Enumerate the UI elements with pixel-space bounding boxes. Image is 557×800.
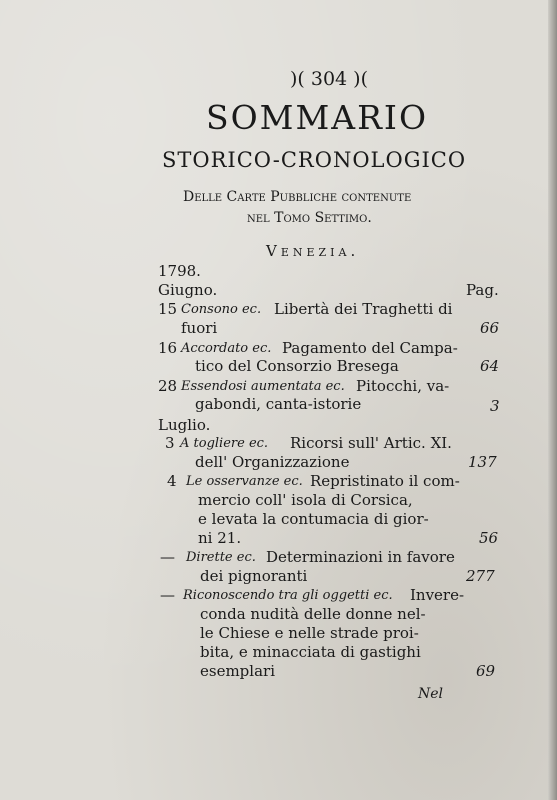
entry-page: 69	[476, 662, 496, 680]
year-heading: 1798.	[158, 262, 201, 280]
entry-day: 16	[158, 339, 178, 357]
entry-line: Repristinato il com-	[310, 472, 460, 490]
entry-day: 3	[165, 434, 175, 452]
entry-line: dei pignoranti	[200, 567, 308, 585]
entry-incipit: Dirette ec.	[186, 550, 256, 565]
entry-incipit: Riconoscendo tra gli oggetti ec.	[183, 588, 393, 603]
page-title: SOMMARIO	[206, 98, 429, 137]
entry-day: —	[160, 586, 175, 604]
entry-line: gabondi, canta-istorie	[195, 395, 362, 413]
entry-day: 28	[158, 377, 178, 395]
entry-incipit: Le osservanze ec.	[186, 474, 303, 489]
entry-page: 137	[468, 453, 497, 471]
entry-line: mercio coll' isola di Corsica,	[198, 491, 413, 509]
entry-day: 15	[158, 300, 178, 318]
page-subtitle: STORICO-CRONOLOGICO	[162, 148, 467, 172]
entry-incipit: Essendosi aumentata ec.	[181, 379, 345, 394]
entry-day: 4	[167, 472, 177, 490]
catchword: Nel	[418, 686, 444, 702]
month-heading: Giugno.	[158, 281, 218, 299]
entry-day: —	[160, 548, 175, 566]
subtitle-line-2: nel Tomo Settimo.	[247, 210, 372, 226]
subtitle-line-1: Delle Carte Pubbliche contenute	[183, 189, 412, 205]
entry-page: 3	[490, 397, 500, 415]
entry-page: 66	[480, 319, 500, 337]
entry-incipit: A togliere ec.	[180, 436, 269, 451]
entry-line: Libertà dei Traghetti di	[274, 300, 453, 318]
page-number: )( 304 )(	[290, 68, 368, 90]
entry-line: ni 21.	[198, 529, 242, 547]
entry-line: dell' Organizzazione	[195, 453, 350, 471]
place-heading: Venezia.	[266, 242, 360, 260]
pag-label: Pag.	[466, 281, 499, 299]
entry-line: conda nudità delle donne nel-	[200, 605, 426, 623]
entry-page: 64	[480, 357, 500, 375]
entry-line: Pitocchi, va-	[356, 377, 450, 395]
entry-line: fuori	[181, 319, 218, 337]
entry-incipit: Accordato ec.	[181, 341, 272, 356]
entry-line: e levata la contumacia di gior-	[198, 510, 429, 528]
entry-line: Ricorsi sull' Artic. XI.	[290, 434, 452, 452]
entry-line: tico del Consorzio Bresega	[195, 357, 399, 375]
page-fold-shadow	[548, 0, 557, 800]
entry-line: Determinazioni in favore	[266, 548, 455, 566]
entry-page: 277	[466, 567, 495, 585]
entry-line: bita, e minacciata di gastighi	[200, 643, 421, 661]
entry-line: le Chiese e nelle strade proi-	[200, 624, 419, 642]
month-heading: Luglio.	[158, 416, 211, 434]
entry-line: Pagamento del Campa-	[282, 339, 458, 357]
entry-incipit: Consono ec.	[181, 302, 262, 317]
entry-line: Invere-	[410, 586, 465, 604]
entry-line: esemplari	[200, 662, 275, 680]
entry-page: 56	[479, 529, 499, 547]
